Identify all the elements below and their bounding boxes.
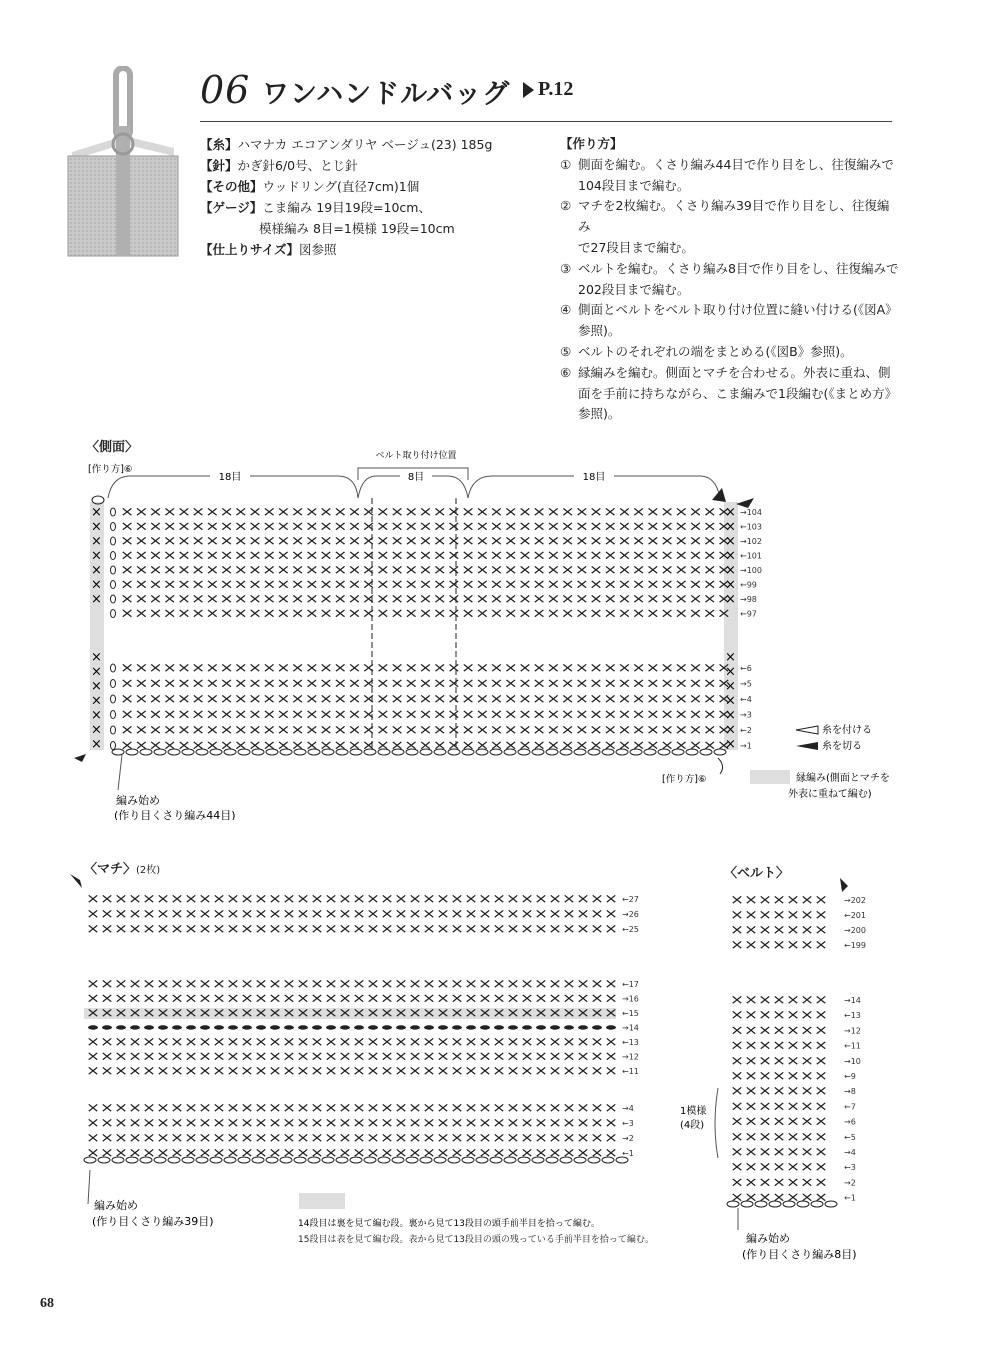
row-number: ←27 xyxy=(622,895,639,904)
gusset-title: 〈マチ〉(2枚) xyxy=(84,862,161,877)
gusset-start-label: 編み始め xyxy=(94,1199,138,1212)
border-stitch: × xyxy=(91,737,102,752)
border-stitch: × xyxy=(725,505,736,520)
gusset-rows xyxy=(84,892,639,1163)
side-start-label: 編み始め xyxy=(116,794,160,807)
step-number: ⑤ xyxy=(560,343,572,359)
legend-border-1: 縁編み(側面とマチを xyxy=(796,773,890,784)
belt-stitch-row: ××××××× xyxy=(730,1129,828,1145)
gusset-stitch-row: ×××××××××××××××××××××××××××××××××××××× xyxy=(86,1035,618,1050)
gusset-stitch-row: ×××××××××××××××××××××××××××××××××××××× xyxy=(86,1101,618,1116)
chain-stitch xyxy=(466,1025,476,1029)
belt-rows xyxy=(727,893,866,1207)
chain-stitch xyxy=(111,680,116,688)
title-rule xyxy=(200,121,892,122)
chain-stitch xyxy=(111,581,116,589)
row-number: ←13 xyxy=(844,1011,861,1021)
row-number: ←9 xyxy=(844,1072,856,1081)
step-line: ベルトのそれぞれの端をまとめる(《図B》参照)。 xyxy=(578,343,853,359)
chain-stitch xyxy=(111,595,116,603)
step-line: 側面とベルトをベルト取り付け位置に縫い付ける(《図A》 xyxy=(578,302,898,318)
row-number: →12 xyxy=(622,1052,639,1062)
row-number: →1 xyxy=(740,741,752,751)
step-item xyxy=(560,300,900,342)
chain-stitch xyxy=(214,1025,224,1029)
row-number: ←101 xyxy=(740,551,762,561)
row-number: →4 xyxy=(844,1148,856,1157)
step-number: ④ xyxy=(560,302,572,318)
step-item xyxy=(560,363,900,425)
chain-stitch xyxy=(144,1025,154,1029)
side-stitch-row: ××××××××××××××××××××××××××××××××××××××××××× xyxy=(120,676,731,692)
step-item xyxy=(560,342,900,363)
side-stitch-row: ××××××××××××××××××××××××××××××××××××××××××× xyxy=(120,519,731,535)
count-mid: 8目 xyxy=(407,472,425,483)
chain-stitch xyxy=(326,1025,336,1029)
chain-stitch xyxy=(111,664,116,672)
border-stitch: × xyxy=(91,519,102,535)
belt-stitch-row: ××××××× xyxy=(730,938,828,953)
belt-title: 〈ベルト〉 xyxy=(724,866,790,881)
chain-stitch xyxy=(494,1025,504,1029)
side-stitch-row: ××××××××××××××××××××××××××××××××××××××××××× xyxy=(120,661,731,676)
belt-stitch-row: ××××××× xyxy=(730,1008,828,1024)
step-line: 参照)。 xyxy=(578,323,621,339)
chain-stitch xyxy=(88,1025,98,1029)
row-number: ←199 xyxy=(844,941,866,950)
chain-stitch xyxy=(111,711,116,719)
gusset-stitch-row: ×××××××××××××××××××××××××××××××××××××× xyxy=(86,1049,618,1065)
side-stitch-row: ××××××××××××××××××××××××××××××××××××××××××× xyxy=(120,707,731,723)
border-legend-swatch xyxy=(750,770,790,784)
side-stitch-row: ××××××××××××××××××××××××××××××××××××××××××× xyxy=(120,563,731,578)
repeat-brace xyxy=(715,1088,718,1158)
row-number: →6 xyxy=(844,1117,856,1127)
material-needle: 【針】かぎ針6/0号、とじ針 xyxy=(200,158,358,173)
belt-diagram xyxy=(676,874,876,1274)
chain-stitch xyxy=(111,552,116,560)
title-page-ref: P.12 xyxy=(538,78,574,100)
row-number: →14 xyxy=(844,996,861,1005)
row-number: ←3 xyxy=(622,1119,634,1128)
chain-stitch xyxy=(270,1025,280,1029)
chain-stitch xyxy=(256,1025,266,1029)
legend-attach: 糸を付ける xyxy=(822,725,872,736)
row-number: →2 xyxy=(844,1178,856,1188)
row-number: →12 xyxy=(844,1026,861,1036)
chain-stitch xyxy=(354,1025,364,1029)
belt-repeat-1: 1模様 xyxy=(680,1106,707,1117)
belt-stitch-row: ××××××× xyxy=(730,1069,828,1084)
cut-yarn-icon xyxy=(840,878,848,892)
row-number: →10 xyxy=(844,1056,861,1066)
border-stitch: × xyxy=(725,679,736,694)
belt-stitch-row: ××××××× xyxy=(730,1175,828,1191)
side-stitch-row: ××××××××××××××××××××××××××××××××××××××××××× xyxy=(120,606,731,622)
border-stitch: × xyxy=(91,679,102,694)
material-gauge-2: 模様編み 8目=1模様 19段=10cm xyxy=(259,221,455,236)
chain-stitch xyxy=(298,1025,308,1029)
step-number: ③ xyxy=(560,260,572,276)
cut-yarn-icon xyxy=(712,488,726,502)
row-number: →8 xyxy=(844,1087,856,1097)
materials xyxy=(200,134,540,260)
side-ref-right: [作り方]⑥ xyxy=(662,774,707,785)
step-number: ⑥ xyxy=(560,364,572,380)
border-stitch: × xyxy=(725,548,736,564)
step-number: ① xyxy=(560,156,572,172)
belt-stitch-row: ××××××× xyxy=(730,1114,828,1130)
belt-stitch-row: ××××××× xyxy=(730,1084,828,1100)
chain-stitch xyxy=(410,1025,420,1029)
step-line: 参照)。 xyxy=(578,406,621,422)
belt-repeat-2: (4段) xyxy=(680,1120,705,1131)
gusset-stitch-row: ×××××××××××××××××××××××××××××××××××××× xyxy=(86,1131,618,1146)
row-number: →202 xyxy=(844,896,866,905)
steps-heading: 【作り方】 xyxy=(560,136,623,151)
gusset-stitch-row: ×××××××××××××××××××××××××××××××××××××× xyxy=(86,977,618,992)
chain-stitch xyxy=(116,1025,126,1029)
chain-stitch xyxy=(508,1025,518,1029)
title-name: ワンハンドルバッグ xyxy=(262,79,511,110)
material-size: 【仕上りサイズ】図参照 xyxy=(200,242,337,257)
legend-border-2: 外表に重ねて編む) xyxy=(788,789,872,800)
step-line: 104段目まで編む。 xyxy=(578,177,690,193)
row-number: ←11 xyxy=(622,1067,639,1076)
chain-stitch xyxy=(111,742,116,750)
side-rows-top xyxy=(111,505,762,622)
count-right: 18目 xyxy=(582,472,606,483)
gusset-stitch-row: ×××××××××××××××××××××××××××××××××××××× xyxy=(86,1116,618,1131)
row-number: ←97 xyxy=(740,609,757,619)
page-number: 68 xyxy=(40,1296,54,1311)
border-stitch: × xyxy=(91,548,102,564)
row-number: ←201 xyxy=(844,911,866,920)
gusset-stitch-row: ×××××××××××××××××××××××××××××××××××××× xyxy=(86,991,618,1007)
row-number: ←7 xyxy=(844,1102,856,1112)
border-stitch: × xyxy=(91,650,102,665)
row-number: ←1 xyxy=(844,1193,856,1203)
side-ref-left: [作り方]⑥ xyxy=(88,464,133,475)
belt-stitch-row: ××××××× xyxy=(730,1099,828,1115)
side-start-detail: (作り目くさり編み44目) xyxy=(114,809,236,820)
step-line: ベルトを編む。くさり編み8目で作り目をし、往復編みで xyxy=(578,260,899,276)
side-stitch-row: ××××××××××××××××××××××××××××××××××××××××××× xyxy=(120,548,731,564)
count-left: 18目 xyxy=(218,472,242,483)
chain-stitch xyxy=(452,1025,462,1029)
attach-yarn-legend-icon xyxy=(796,726,818,734)
row-number: →14 xyxy=(622,1023,639,1033)
instructions xyxy=(560,134,900,425)
chain-stitch xyxy=(382,1025,392,1029)
chain-stitch xyxy=(592,1025,602,1029)
chain-stitch xyxy=(111,523,116,531)
steps-list xyxy=(560,155,900,425)
gusset-stitch-row: ×××××××××××××××××××××××××××××××××××××× xyxy=(86,892,618,907)
chain-stitch xyxy=(312,1025,322,1029)
chain-stitch xyxy=(396,1025,406,1029)
side-stitch-row: ××××××××××××××××××××××××××××××××××××××××××× xyxy=(120,738,731,754)
border-stitch: × xyxy=(91,563,102,578)
chain-stitch xyxy=(480,1025,490,1029)
bag-photo xyxy=(62,66,184,262)
gusset-stitch-row: ×××××××××××××××××××××××××××××××××××××× xyxy=(86,922,618,937)
row-number: ←2 xyxy=(740,726,752,735)
belt-stitch-row: ××××××× xyxy=(730,908,828,923)
chain-stitch xyxy=(111,610,116,618)
belt-stitch-row: ××××××× xyxy=(730,923,828,938)
belt-pos-label: ベルト取り付け位置 xyxy=(375,451,457,461)
attach-yarn-icon xyxy=(718,758,723,774)
border-stitch: × xyxy=(91,592,102,607)
chain-stitch xyxy=(536,1025,546,1029)
chain-stitch xyxy=(130,1025,140,1029)
row-number: →5 xyxy=(740,679,752,689)
border-stitch: × xyxy=(725,534,736,549)
step-line: 202段目まで編む。 xyxy=(578,281,690,297)
belt-stitch-row: ××××××× xyxy=(730,1145,828,1160)
note-swatch xyxy=(299,1193,345,1209)
material-yarn: 【糸】ハマナカ エコアンダリヤ ベージュ(23) 185g xyxy=(200,137,493,152)
border-stitch: × xyxy=(91,534,102,549)
border-stitch: × xyxy=(91,722,102,738)
row-number: ←17 xyxy=(622,980,639,989)
border-stitch: × xyxy=(91,664,102,680)
cut-yarn-icon xyxy=(74,754,86,762)
side-stitch-row: ××××××××××××××××××××××××××××××××××××××××××× xyxy=(120,592,731,607)
border-stitch: × xyxy=(725,722,736,738)
border-stitch: × xyxy=(91,577,102,593)
step-line: マチを2枚編む。くさり編み39目で作り目をし、往復編み xyxy=(578,198,890,235)
side-rows-bottom xyxy=(111,661,752,755)
belt-stitch-row: ××××××× xyxy=(730,1053,828,1069)
row-number: ←25 xyxy=(622,925,639,934)
row-number: →98 xyxy=(740,595,757,604)
row-number: ←103 xyxy=(740,522,762,532)
side-diagram xyxy=(60,440,900,820)
chain-stitch xyxy=(111,508,116,516)
belt-stitch-row: ××××××× xyxy=(730,1160,828,1176)
gusset-start-detail: (作り目くさり編み39目) xyxy=(92,1215,214,1228)
chain-stitch xyxy=(424,1025,434,1029)
row-number: →102 xyxy=(740,537,762,546)
chain-stitch xyxy=(186,1025,196,1029)
step-line: 側面を編む。くさり編み44目で作り目をし、往復編みで xyxy=(578,156,894,172)
chain-stitch xyxy=(111,566,116,574)
legend-cut: 糸を切る xyxy=(822,741,862,752)
side-stitch-row: ××××××××××××××××××××××××××××××××××××××××××× xyxy=(120,577,731,593)
gusset-note-2: 15段目は表を見て編む段。表から見て13段目の頭の残っている手前半目を拾って編む。 xyxy=(298,1235,654,1245)
chain-stitch xyxy=(284,1025,294,1029)
row-number: ←6 xyxy=(740,664,752,673)
start-leader xyxy=(118,755,122,790)
step-line: 面を手前に持ちながら、こま編みで1段編む(《まとめ方》 xyxy=(578,385,898,401)
gusset-stitch-row: ×××××××××××××××××××××××××××××××××××××× xyxy=(86,1064,618,1079)
chain-stitch xyxy=(340,1025,350,1029)
chain-stitch xyxy=(228,1025,238,1029)
step-item xyxy=(560,259,900,301)
chain-stitch xyxy=(102,1025,112,1029)
side-stitch-row: ××××××××××××××××××××××××××××××××××××××××××× xyxy=(120,723,731,738)
row-number: →100 xyxy=(740,566,762,575)
gusset-stitch-row: ×××××××××××××××××××××××××××××××××××××× xyxy=(86,907,618,922)
chain-stitch xyxy=(522,1025,532,1029)
row-number: ←99 xyxy=(740,580,757,590)
border-stitch: × xyxy=(725,519,736,535)
chain-stitch xyxy=(242,1025,252,1029)
row-number: ←15 xyxy=(622,1009,639,1018)
chain-stitch xyxy=(111,537,116,545)
border-stitch: × xyxy=(725,737,736,752)
row-number: ←1 xyxy=(622,1149,634,1158)
border-stitch: × xyxy=(91,693,102,709)
border-stitch: × xyxy=(725,664,736,680)
row-number: →2 xyxy=(622,1134,634,1143)
gusset-stitch-row: ×××××××××××××××××××××××××××××××××××××× xyxy=(86,1146,618,1161)
step-line: で27段目まで編む。 xyxy=(578,239,694,255)
play-triangle-icon xyxy=(523,82,534,98)
chain-stitch xyxy=(368,1025,378,1029)
title-number: 06 xyxy=(200,68,251,112)
border-stitch: × xyxy=(725,577,736,593)
material-gauge: 【ゲージ】こま編み 19目19段=10cm、 xyxy=(200,200,431,215)
gusset-note-1: 14段目は裏を見て編む段。裏から見て13段目の頭手前半目を拾って編む。 xyxy=(298,1219,600,1229)
step-item xyxy=(560,155,900,197)
row-number: ←11 xyxy=(844,1041,861,1051)
chain-stitch xyxy=(550,1025,560,1029)
step-number: ② xyxy=(560,198,572,214)
cut-yarn-legend-icon xyxy=(796,742,818,750)
border-stitch: × xyxy=(725,650,736,665)
belt-stitch-row: ××××××× xyxy=(730,1190,828,1206)
belt-start-detail: (作り目くさり編み8目) xyxy=(742,1248,857,1261)
chain-stitch xyxy=(438,1025,448,1029)
border-stitch: × xyxy=(91,708,102,723)
side-stitch-row: ××××××××××××××××××××××××××××××××××××××××××× xyxy=(120,534,731,549)
row-number: ←5 xyxy=(844,1132,856,1142)
row-number: ←4 xyxy=(740,695,752,704)
row-number: →16 xyxy=(622,994,639,1004)
belt-stitch-row: ××××××× xyxy=(730,1038,828,1054)
row-number: →104 xyxy=(740,508,762,517)
step-line: 縁編みを編む。側面とマチを合わせる。外表に重ね、側 xyxy=(578,364,891,380)
chain-stitch xyxy=(578,1025,588,1029)
row-number: ←13 xyxy=(622,1038,639,1047)
chain-stitch xyxy=(111,695,116,703)
belt-stitch-row: ××××××× xyxy=(730,1023,828,1039)
side-stitch-row: ××××××××××××××××××××××××××××××××××××××××××× xyxy=(120,692,731,707)
border-stitch: × xyxy=(725,592,736,607)
gusset-diagram xyxy=(66,868,666,1238)
row-number: →26 xyxy=(622,910,639,919)
chain-stitch xyxy=(158,1025,168,1029)
row-number: ←3 xyxy=(844,1163,856,1173)
chain-stitch xyxy=(564,1025,574,1029)
chain-stitch xyxy=(111,726,116,734)
row-number: →200 xyxy=(844,926,866,935)
row-number: →3 xyxy=(740,710,752,720)
row-number: →4 xyxy=(622,1104,634,1113)
border-stitch: × xyxy=(725,708,736,723)
belt-stitch-row: ××××××× xyxy=(730,993,828,1008)
cut-yarn-icon xyxy=(736,498,754,508)
chain-stitch xyxy=(172,1025,182,1029)
cut-yarn-icon xyxy=(70,874,82,888)
start-leader xyxy=(88,1170,90,1204)
chain-stitch xyxy=(606,1025,616,1029)
belt-stitch-row: ××××××× xyxy=(730,893,828,908)
side-stitch-row: ××××××××××××××××××××××××××××××××××××××××××× xyxy=(120,505,731,520)
step-item xyxy=(560,196,900,258)
belt-start-label: 編み始め xyxy=(746,1232,790,1245)
border-stitch: × xyxy=(725,563,736,578)
gusset-stitch-row: ×××××××××××××××××××××××××××××××××××××× xyxy=(86,1006,618,1021)
chain-stitch xyxy=(200,1025,210,1029)
border-stitch: × xyxy=(91,505,102,520)
border-stitch: × xyxy=(725,693,736,709)
side-title: 〈側面〉 xyxy=(86,440,139,455)
material-other: 【その他】ウッドリング(直径7cm)1個 xyxy=(200,179,420,194)
